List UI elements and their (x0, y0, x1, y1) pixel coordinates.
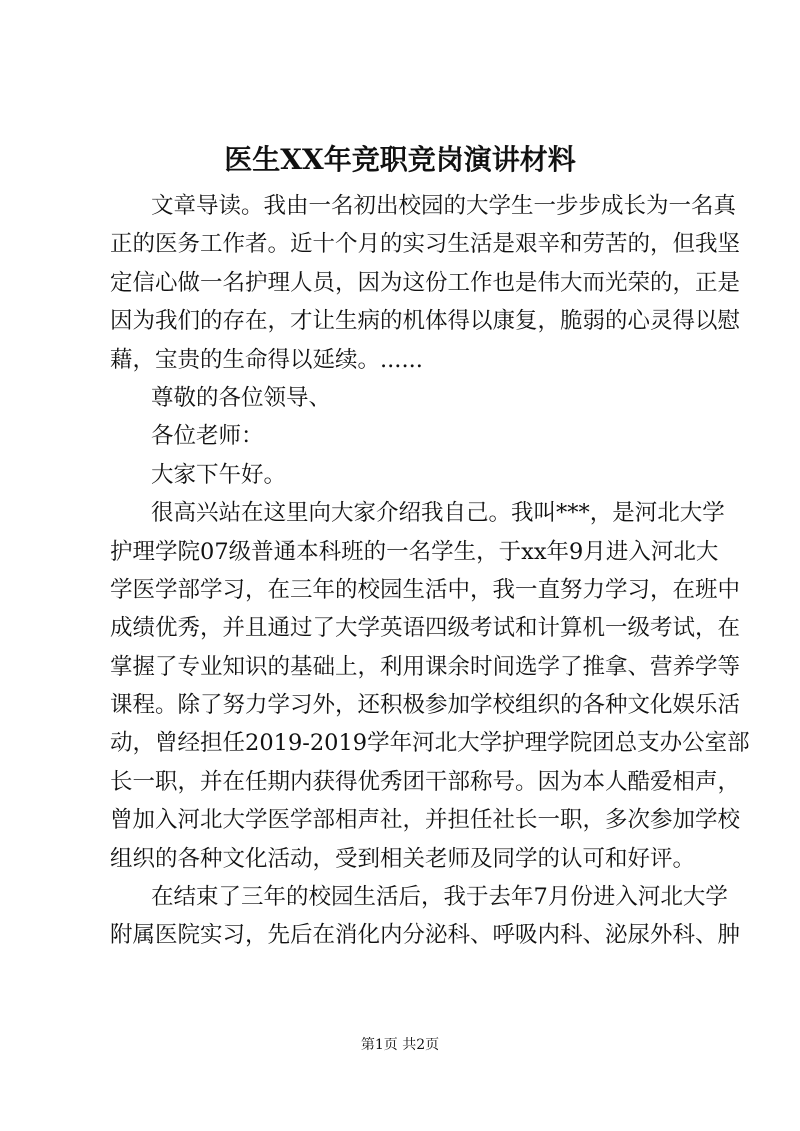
internship-line-1: 在结束了三年的校园生活后，我于去年7月份进入河北大学 (151, 884, 728, 911)
body-line-9: 曾加入河北大学医学部相声社，并担任社长一职，多次参加学校 (110, 807, 741, 834)
salutation-teachers: 各位老师： (151, 423, 264, 450)
intro-line-4: 因为我们的存在，才让生病的机体得以康复，脆弱的心灵得以慰 (110, 308, 741, 335)
intro-line-2: 正的医务工作者。近十个月的实习生活是艰辛和劳苦的，但我坚 (110, 231, 741, 258)
body-line-8: 长一职，并在任期内获得优秀团干部称号。因为本人酷爱相声， (110, 768, 741, 795)
body-line-10: 组织的各种文化活动，受到相关老师及同学的认可和好评。 (110, 845, 696, 872)
internship-line-2: 附属医院实习，先后在消化内分泌科、呼吸内科、泌尿外科、肿 (110, 922, 741, 949)
document-body (110, 187, 750, 955)
intro-line-3: 定信心做一名护理人员，因为这份工作也是伟大而光荣的，正是 (110, 269, 741, 296)
document-title: 医生XX年竞职竞岗演讲材料 (224, 143, 576, 176)
body-line-4: 成绩优秀，并且通过了大学英语四级考试和计算机一级考试，在 (110, 615, 741, 642)
body-line-3: 学医学部学习，在三年的校园生活中，我一直努力学习，在班中 (110, 576, 741, 603)
intro-line-1: 文章导读。我由一名初出校园的大学生一步步成长为一名真 (151, 193, 737, 219)
salutation-leaders: 尊敬的各位领导、 (151, 384, 332, 411)
intro-line-5: 藉，宝贵的生命得以延续。...... (110, 346, 423, 373)
body-line-2: 护理学院07级普通本科班的一名学生，于xx年9月进入河北大 (110, 538, 719, 565)
greeting: 大家下午好。 (151, 461, 287, 488)
body-line-5: 掌握了专业知识的基础上，利用课余时间选学了推拿、营养学等 (110, 653, 741, 680)
page-footer: 第1页 共2页 (360, 1037, 440, 1053)
body-line-7: 动，曾经担任2019-2019学年河北大学护理学院团总支办公室部 (110, 730, 750, 757)
body-line-6: 课程。除了努力学习外，还积极参加学校组织的各种文化娱乐活 (110, 692, 741, 719)
body-line-1: 很高兴站在这里向大家介绍我自己。我叫***，是河北大学 (151, 500, 725, 527)
